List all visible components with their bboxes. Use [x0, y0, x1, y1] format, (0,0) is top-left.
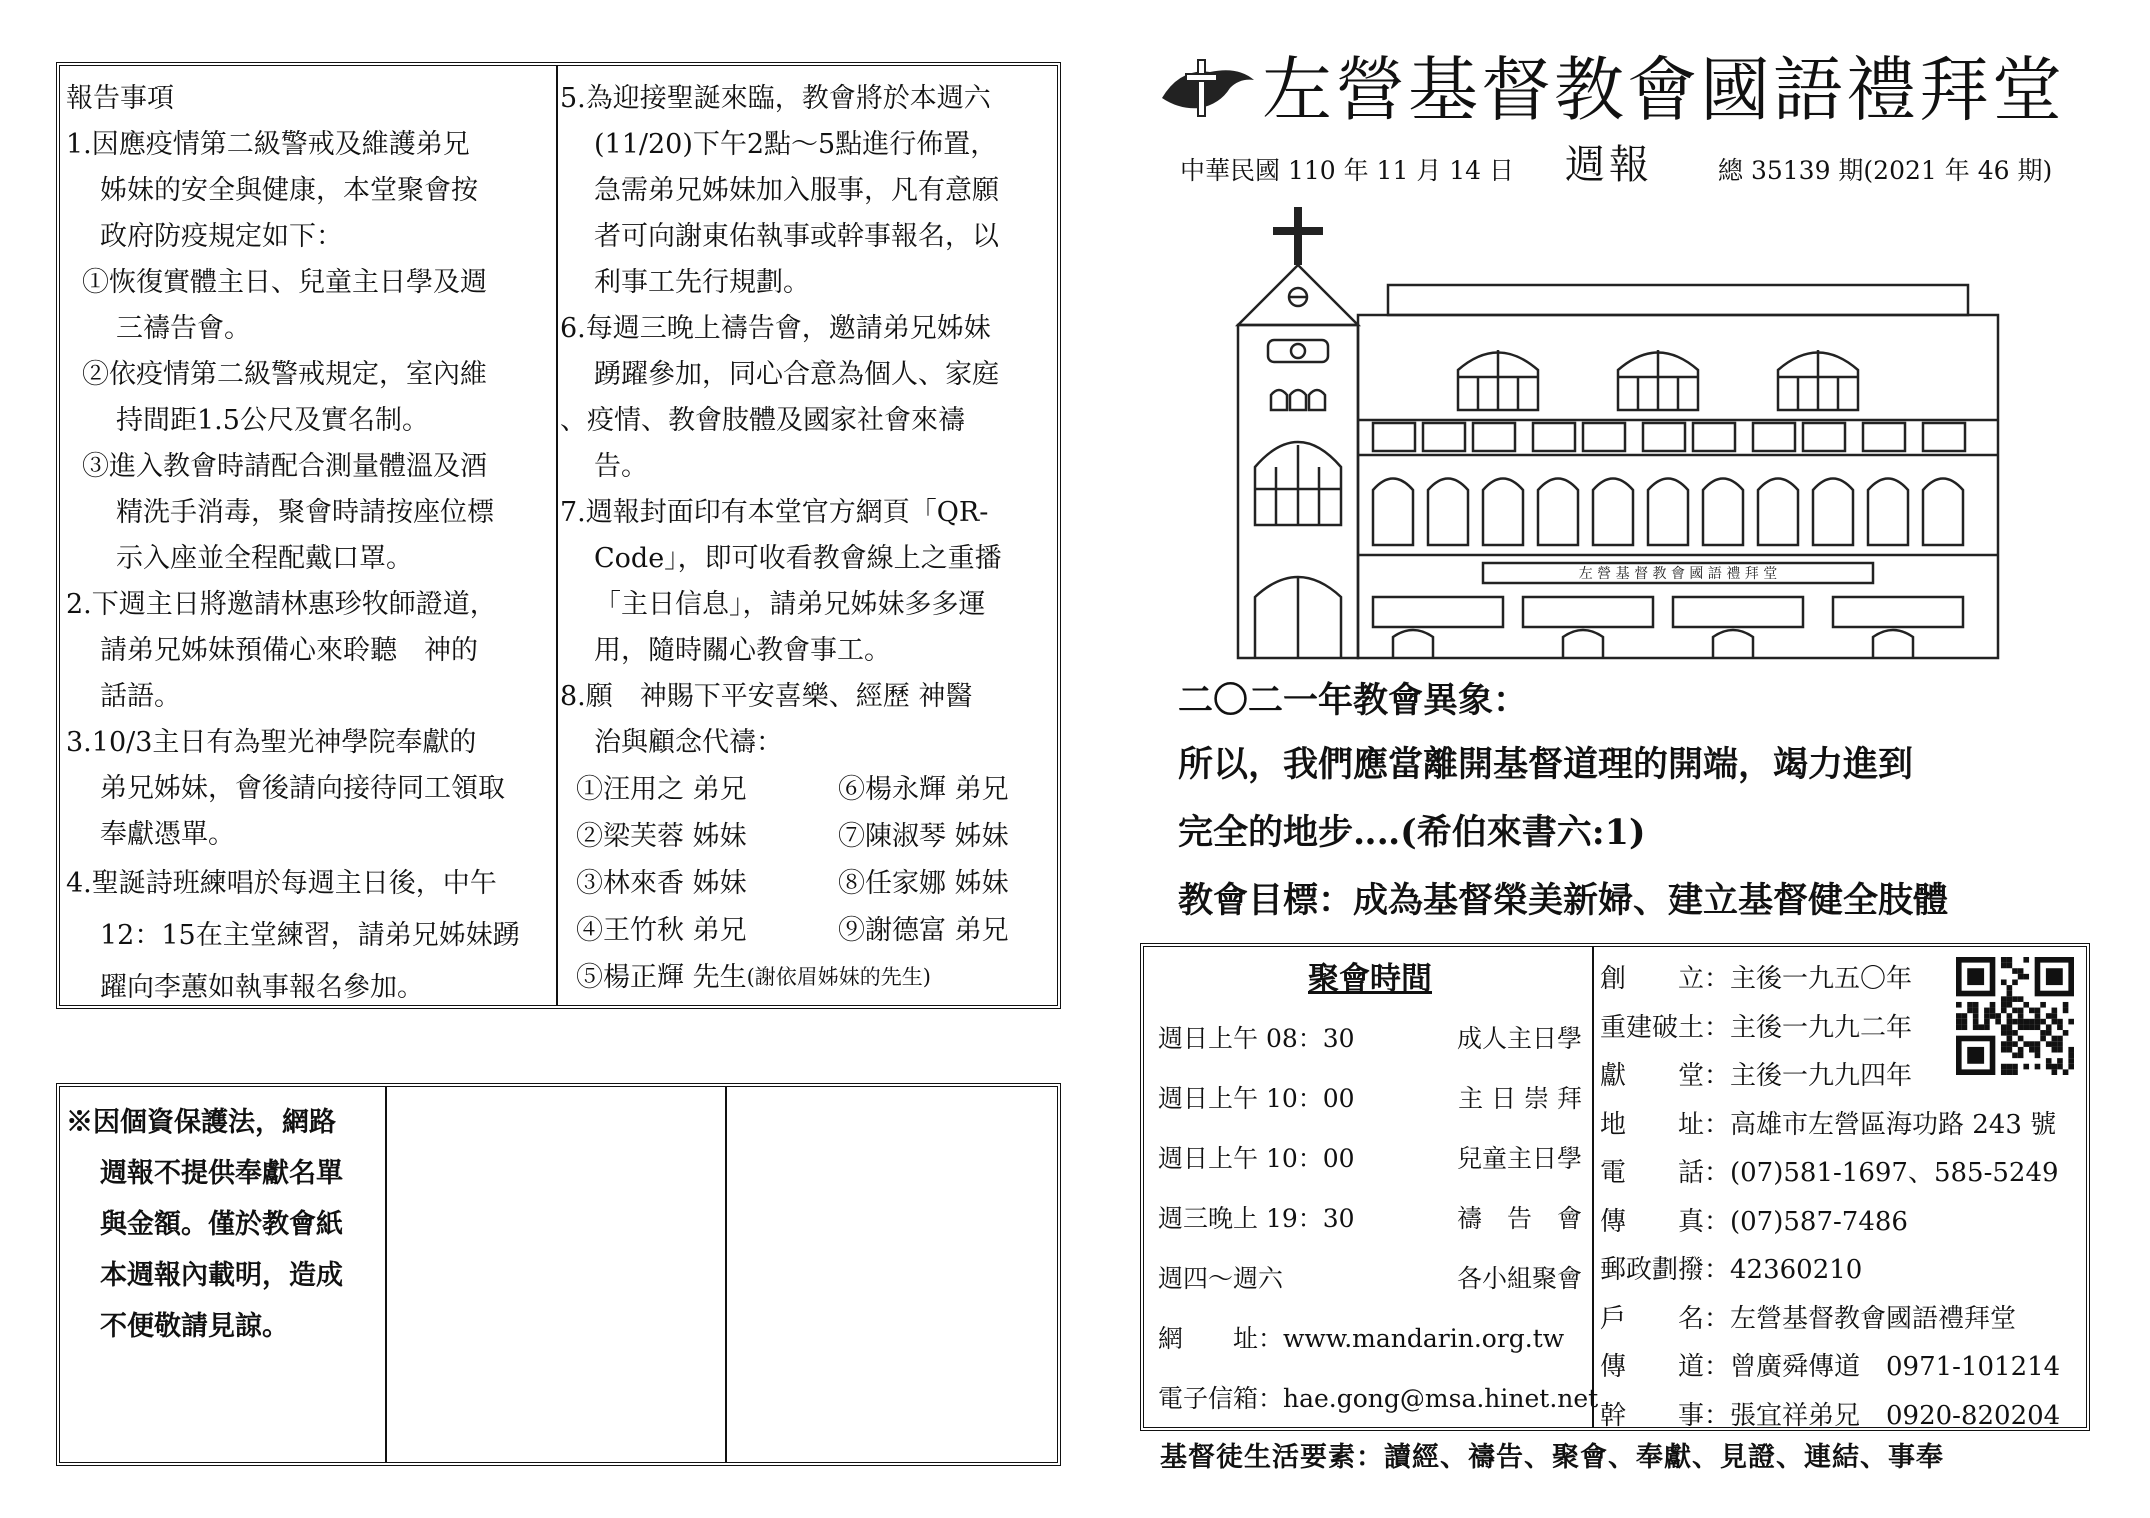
schedule-row [1158, 1249, 1582, 1309]
prayer-note: (謝依眉姊妹的先生) [746, 965, 931, 989]
schedule-time: 週日上午 08：30 [1158, 1024, 1355, 1053]
vision-title: 二〇二一年教會異象： [1178, 680, 1529, 721]
prayer-row [576, 860, 1060, 907]
announcement-line: 6.每週三晚上禱告會，邀請弟兄姊妹 [560, 313, 991, 344]
announcement-line: 急需弟兄姊妹加入服事，凡有意願 [594, 175, 999, 206]
info-row: 幹 事：張宜祥弟兄 0920-820204 [1600, 1400, 2061, 1431]
info-row: 創 立：主後一九五〇年 [1600, 964, 1913, 994]
christian-life-essentials: 基督徒生活要素：讀經、禱告、聚會、奉獻、見證、連結、事奉 [1160, 1442, 1944, 1473]
schedule-name: 禱 告 會 [1456, 1204, 1582, 1233]
announcement-line: (11/20)下午2點～5點進行佈置， [594, 129, 998, 160]
offering-divider [725, 1087, 727, 1462]
announcement-line: 治與顧念代禱： [594, 727, 783, 758]
prayer-row [576, 954, 1060, 1001]
info-row: 傳 真：(07)587-7486 [1600, 1206, 1908, 1237]
bulletin-issue: 總 35139 期(2021 年 46 期) [1718, 156, 2053, 185]
announcement-line: 三禱告會。 [116, 313, 251, 344]
email: 電子信箱：hae.gong@msa.hinet.net [1158, 1384, 1599, 1413]
building-sign-text: 左 營 基 督 教 會 國 語 禮 拜 堂 [1578, 566, 1778, 582]
announcements-title: 報告事項 [66, 83, 174, 114]
prayer-row [576, 766, 1060, 813]
schedule-name: 主 日 崇 拜 [1458, 1084, 1582, 1113]
church-logo [1160, 58, 1256, 120]
announcement-line: 請弟兄姊妹預備心來聆聽 神的 [100, 635, 478, 666]
privacy-line: 與金額。僅於教會紙 [100, 1209, 343, 1240]
announcement-line: 政府防疫規定如下： [100, 221, 343, 252]
privacy-line: 本週報內載明，造成 [100, 1260, 343, 1291]
privacy-line: 不便敬請見諒。 [100, 1311, 289, 1342]
qr-code [1956, 957, 2074, 1075]
bulletin-date: 中華民國 110 年 11 月 14 日 [1180, 156, 1515, 185]
privacy-notice [66, 1097, 382, 1352]
church-goal: 教會目標：成為基督榮美新婦、建立基督健全肢體 [1178, 880, 1949, 921]
schedule-row [1158, 1069, 1582, 1129]
announcement-line: 話語。 [100, 681, 181, 712]
announcement-line: 奉獻憑單。 [100, 819, 235, 850]
announcement-line: 告。 [594, 451, 648, 482]
announcement-line: 7.週報封面印有本堂官方網頁「QR- [560, 497, 989, 528]
prayer-row [576, 907, 1060, 954]
prayer-row [576, 813, 1060, 860]
schedule-name: 各小組聚會 [1456, 1264, 1582, 1293]
announcement-line: 弟兄姊妹，會後請向接待同工領取 [100, 773, 505, 804]
schedule-row [1158, 1009, 1582, 1069]
info-row: 戶 名：左營基督教會國語禮拜堂 [1600, 1303, 2017, 1334]
announcement-line: 者可向謝東佑執事或幹事報名，以 [594, 221, 999, 252]
schedule-row [1158, 1189, 1582, 1249]
prayer-name: ⑤楊正輝 先生 [576, 962, 747, 993]
announcement-line: 躍向李蕙如執事報名參加。 [100, 972, 424, 1003]
info-row: 傳 道：曾廣舜傳道 0971-101214 [1600, 1352, 2061, 1382]
schedule-row [1158, 1129, 1582, 1189]
vision-verse-line: 完全的地步‥‥(希伯來書六:1) [1178, 812, 1646, 853]
announcement-line: 5.為迎接聖誕來臨，教會將於本週六 [560, 83, 991, 114]
announcement-line: 踴躍參加，同心合意為個人、家庭 [594, 359, 999, 390]
meeting-info-box [1140, 943, 2090, 1431]
prayer-name: ②梁芙蓉 姊妹 [576, 821, 747, 852]
church-name: 左營基督教會國語禮拜堂 [1262, 49, 2065, 131]
info-row: 重建破土：主後一九九二年 [1600, 1012, 1913, 1043]
announcement-line: 「主日信息」，請弟兄姊妹多多運 [594, 589, 986, 620]
announcement-line: 精洗手消毒，聚會時請按座位標 [116, 497, 494, 528]
prayer-list [560, 766, 1060, 1001]
announcements-column-2 [560, 76, 1060, 1001]
announcement-line: 利事工先行規劃。 [594, 267, 810, 298]
announcement-line: 持間距1.5公尺及實名制。 [116, 405, 429, 436]
prayer-name: ⑥楊永輝 弟兄 [838, 774, 1009, 805]
announcement-line: 、疫情、教會肢體及國家社會來禱 [560, 405, 965, 436]
info-divider [1592, 947, 1594, 1427]
schedule-title: 聚會時間 [1308, 961, 1432, 997]
schedule-time: 週三晚上 19：30 [1158, 1204, 1355, 1233]
column-divider [556, 66, 558, 1005]
announcement-line: 用，隨時關心教會事工。 [594, 635, 891, 666]
announcements-box [56, 62, 1061, 1009]
info-row: 電 話：(07)581-1697、585-5249 [1600, 1158, 2059, 1188]
schedule-name: 成人主日學 [1456, 1024, 1582, 1053]
announcement-line: 3.10/3主日有為聖光神學院奉獻的 [66, 727, 477, 758]
announcements-column-1 [66, 76, 554, 1014]
prayer-name: ③林來香 姊妹 [576, 868, 747, 899]
announcement-line: ②依疫情第二級警戒規定，室內維 [82, 359, 487, 390]
info-row: 地 址：高雄市左營區海功路 243 號 [1600, 1109, 2057, 1140]
announcement-line: 2.下週主日將邀請林惠珍牧師證道， [66, 589, 497, 620]
announcement-line: 1.因應疫情第二級警戒及維護弟兄 [66, 129, 470, 160]
offering-divider [385, 1087, 387, 1462]
prayer-name: ⑦陳淑琴 姊妹 [838, 821, 1009, 852]
announcement-line: 8.願 神賜下平安喜樂、經歷 神醫 [560, 681, 973, 712]
prayer-name: ⑨謝德富 弟兄 [838, 915, 1009, 946]
info-row: 獻 堂：主後一九九四年 [1600, 1061, 1913, 1091]
schedule-time: 週四～週六 [1158, 1264, 1284, 1293]
bulletin-label: 週報 [1565, 142, 1653, 188]
prayer-name: ①汪用之 弟兄 [576, 774, 747, 805]
prayer-name: ⑧任家娜 姊妹 [838, 868, 1009, 899]
info-row: 郵政劃撥：42360210 [1600, 1255, 1863, 1285]
announcement-line: 姊妹的安全與健康，本堂聚會按 [100, 175, 478, 206]
vision-verse-line: 所以，我們應當離開基督道理的開端，竭力進到 [1178, 744, 1914, 785]
email-row [1158, 1369, 1599, 1429]
announcement-line: ①恢復實體主日、兒童主日學及週 [82, 267, 487, 298]
website-row [1158, 1309, 1582, 1369]
offering-box [56, 1083, 1061, 1466]
schedule-section [1158, 955, 1599, 1429]
schedule-time: 週日上午 10：00 [1158, 1144, 1355, 1173]
schedule-name: 兒童主日學 [1456, 1144, 1582, 1173]
church-building-illustration [1233, 205, 2001, 660]
schedule-time: 週日上午 10：00 [1158, 1084, 1355, 1113]
privacy-line: 週報不提供奉獻名單 [100, 1158, 343, 1189]
privacy-line: ※因個資保護法，網路 [66, 1107, 336, 1138]
announcement-line: 12：15在主堂練習，請弟兄姊妹踴 [100, 920, 520, 951]
announcement-line: 4.聖誕詩班練唱於每週主日後，中午 [66, 868, 497, 899]
announcement-line: ③進入教會時請配合測量體溫及酒 [82, 451, 487, 482]
website: 網 址：www.mandarin.org.tw [1158, 1324, 1565, 1353]
prayer-name: ④王竹秋 弟兄 [576, 915, 747, 946]
announcement-line: Code」，即可收看教會線上之重播 [594, 543, 1002, 574]
announcement-line: 示入座並全程配戴口罩。 [116, 543, 413, 574]
